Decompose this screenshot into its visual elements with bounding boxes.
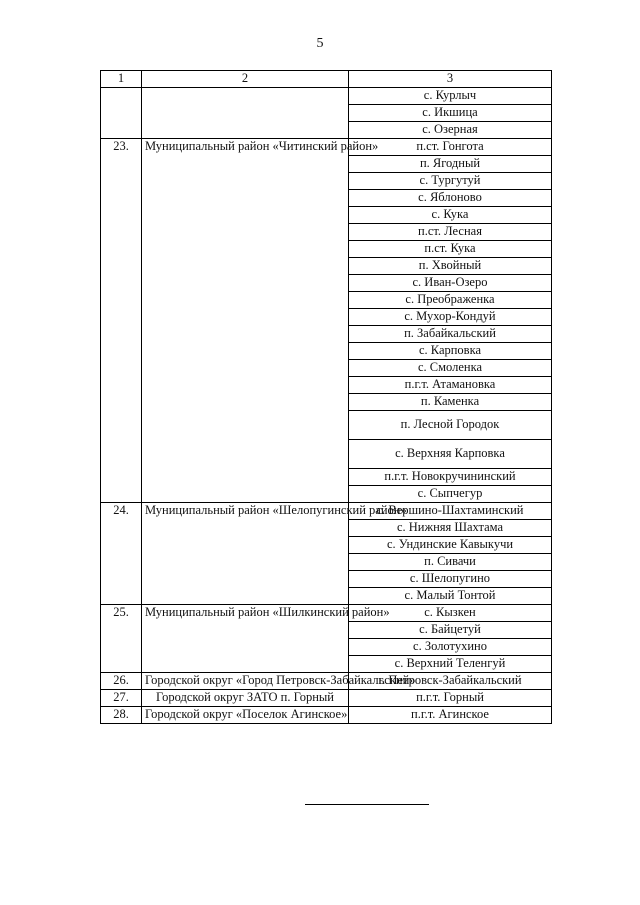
- table-row: [101, 605, 552, 622]
- district-name: Городской округ «Город Петровск-Забайкальский»: [142, 673, 349, 690]
- settlement-name: с. Карповка: [349, 343, 552, 360]
- table-row: [101, 707, 552, 724]
- settlement-name: п. Ягодный: [349, 156, 552, 173]
- settlement-name: п. Лесной Городок: [349, 411, 552, 440]
- district-name: Муниципальный район «Шилкинский район»: [142, 605, 349, 673]
- settlement-name: с. Озерная: [349, 122, 552, 139]
- page-number: 5: [316, 36, 324, 51]
- settlement-name: с. Вершино-Шахтаминский: [349, 503, 552, 520]
- settlement-name: п.г.т. Новокручининский: [349, 469, 552, 486]
- settlement-name: с. Иван-Озеро: [349, 275, 552, 292]
- settlement-name: с. Малый Тонтой: [349, 588, 552, 605]
- settlement-name: г. Петровск-Забайкальский: [349, 673, 552, 690]
- column-header-1: 1: [101, 71, 142, 88]
- settlement-name: с. Яблоново: [349, 190, 552, 207]
- settlement-name: п.г.т. Агинское: [349, 707, 552, 724]
- settlement-name: п.ст. Лесная: [349, 224, 552, 241]
- column-header-3: 3: [349, 71, 552, 88]
- district-name: Городской округ ЗАТО п. Горный: [142, 690, 349, 707]
- settlement-name: п. Каменка: [349, 394, 552, 411]
- settlement-name: п. Сивачи: [349, 554, 552, 571]
- district-name: Муниципальный район «Шелопугинский район»: [142, 503, 349, 605]
- settlement-name: с. Кука: [349, 207, 552, 224]
- settlement-name: с. Икшица: [349, 105, 552, 122]
- settlement-name: с. Шелопугино: [349, 571, 552, 588]
- row-number: [101, 88, 142, 139]
- settlement-name: с. Смоленка: [349, 360, 552, 377]
- settlement-name: с. Верхняя Карповка: [349, 440, 552, 469]
- settlement-name: п.г.т. Атамановка: [349, 377, 552, 394]
- table-row: [101, 503, 552, 520]
- table-header-row: [101, 71, 552, 88]
- settlement-name: с. Курлыч: [349, 88, 552, 105]
- settlement-name: п.ст. Гонгота: [349, 139, 552, 156]
- footer-divider: [305, 804, 429, 805]
- settlement-name: п.г.т. Горный: [349, 690, 552, 707]
- settlement-name: с. Верхний Теленгуй: [349, 656, 552, 673]
- table-row: [101, 673, 552, 690]
- settlement-name: п.ст. Кука: [349, 241, 552, 258]
- settlement-name: с. Байцетуй: [349, 622, 552, 639]
- settlement-name: с. Мухор-Кондуй: [349, 309, 552, 326]
- row-number: 25.: [101, 605, 142, 673]
- settlement-name: с. Тургутуй: [349, 173, 552, 190]
- row-number: 23.: [101, 139, 142, 503]
- row-number: 24.: [101, 503, 142, 605]
- row-number: 27.: [101, 690, 142, 707]
- district-name: Муниципальный район «Читинский район»: [142, 139, 349, 503]
- table-row: [101, 88, 552, 105]
- row-number: 28.: [101, 707, 142, 724]
- row-number: 26.: [101, 673, 142, 690]
- column-header-2: 2: [142, 71, 349, 88]
- settlement-name: с. Кызкен: [349, 605, 552, 622]
- settlement-name: п. Забайкальский: [349, 326, 552, 343]
- settlements-table: [100, 70, 552, 724]
- settlement-name: с. Ундинские Кавыкучи: [349, 537, 552, 554]
- settlement-name: с. Преображенка: [349, 292, 552, 309]
- settlement-name: с. Золотухино: [349, 639, 552, 656]
- table-row: [101, 690, 552, 707]
- settlement-name: с. Сыпчегур: [349, 486, 552, 503]
- district-name: Городской округ «Поселок Агинское»: [142, 707, 349, 724]
- district-name: [142, 88, 349, 139]
- settlement-name: п. Хвойный: [349, 258, 552, 275]
- table-row: [101, 139, 552, 156]
- settlement-name: с. Нижняя Шахтама: [349, 520, 552, 537]
